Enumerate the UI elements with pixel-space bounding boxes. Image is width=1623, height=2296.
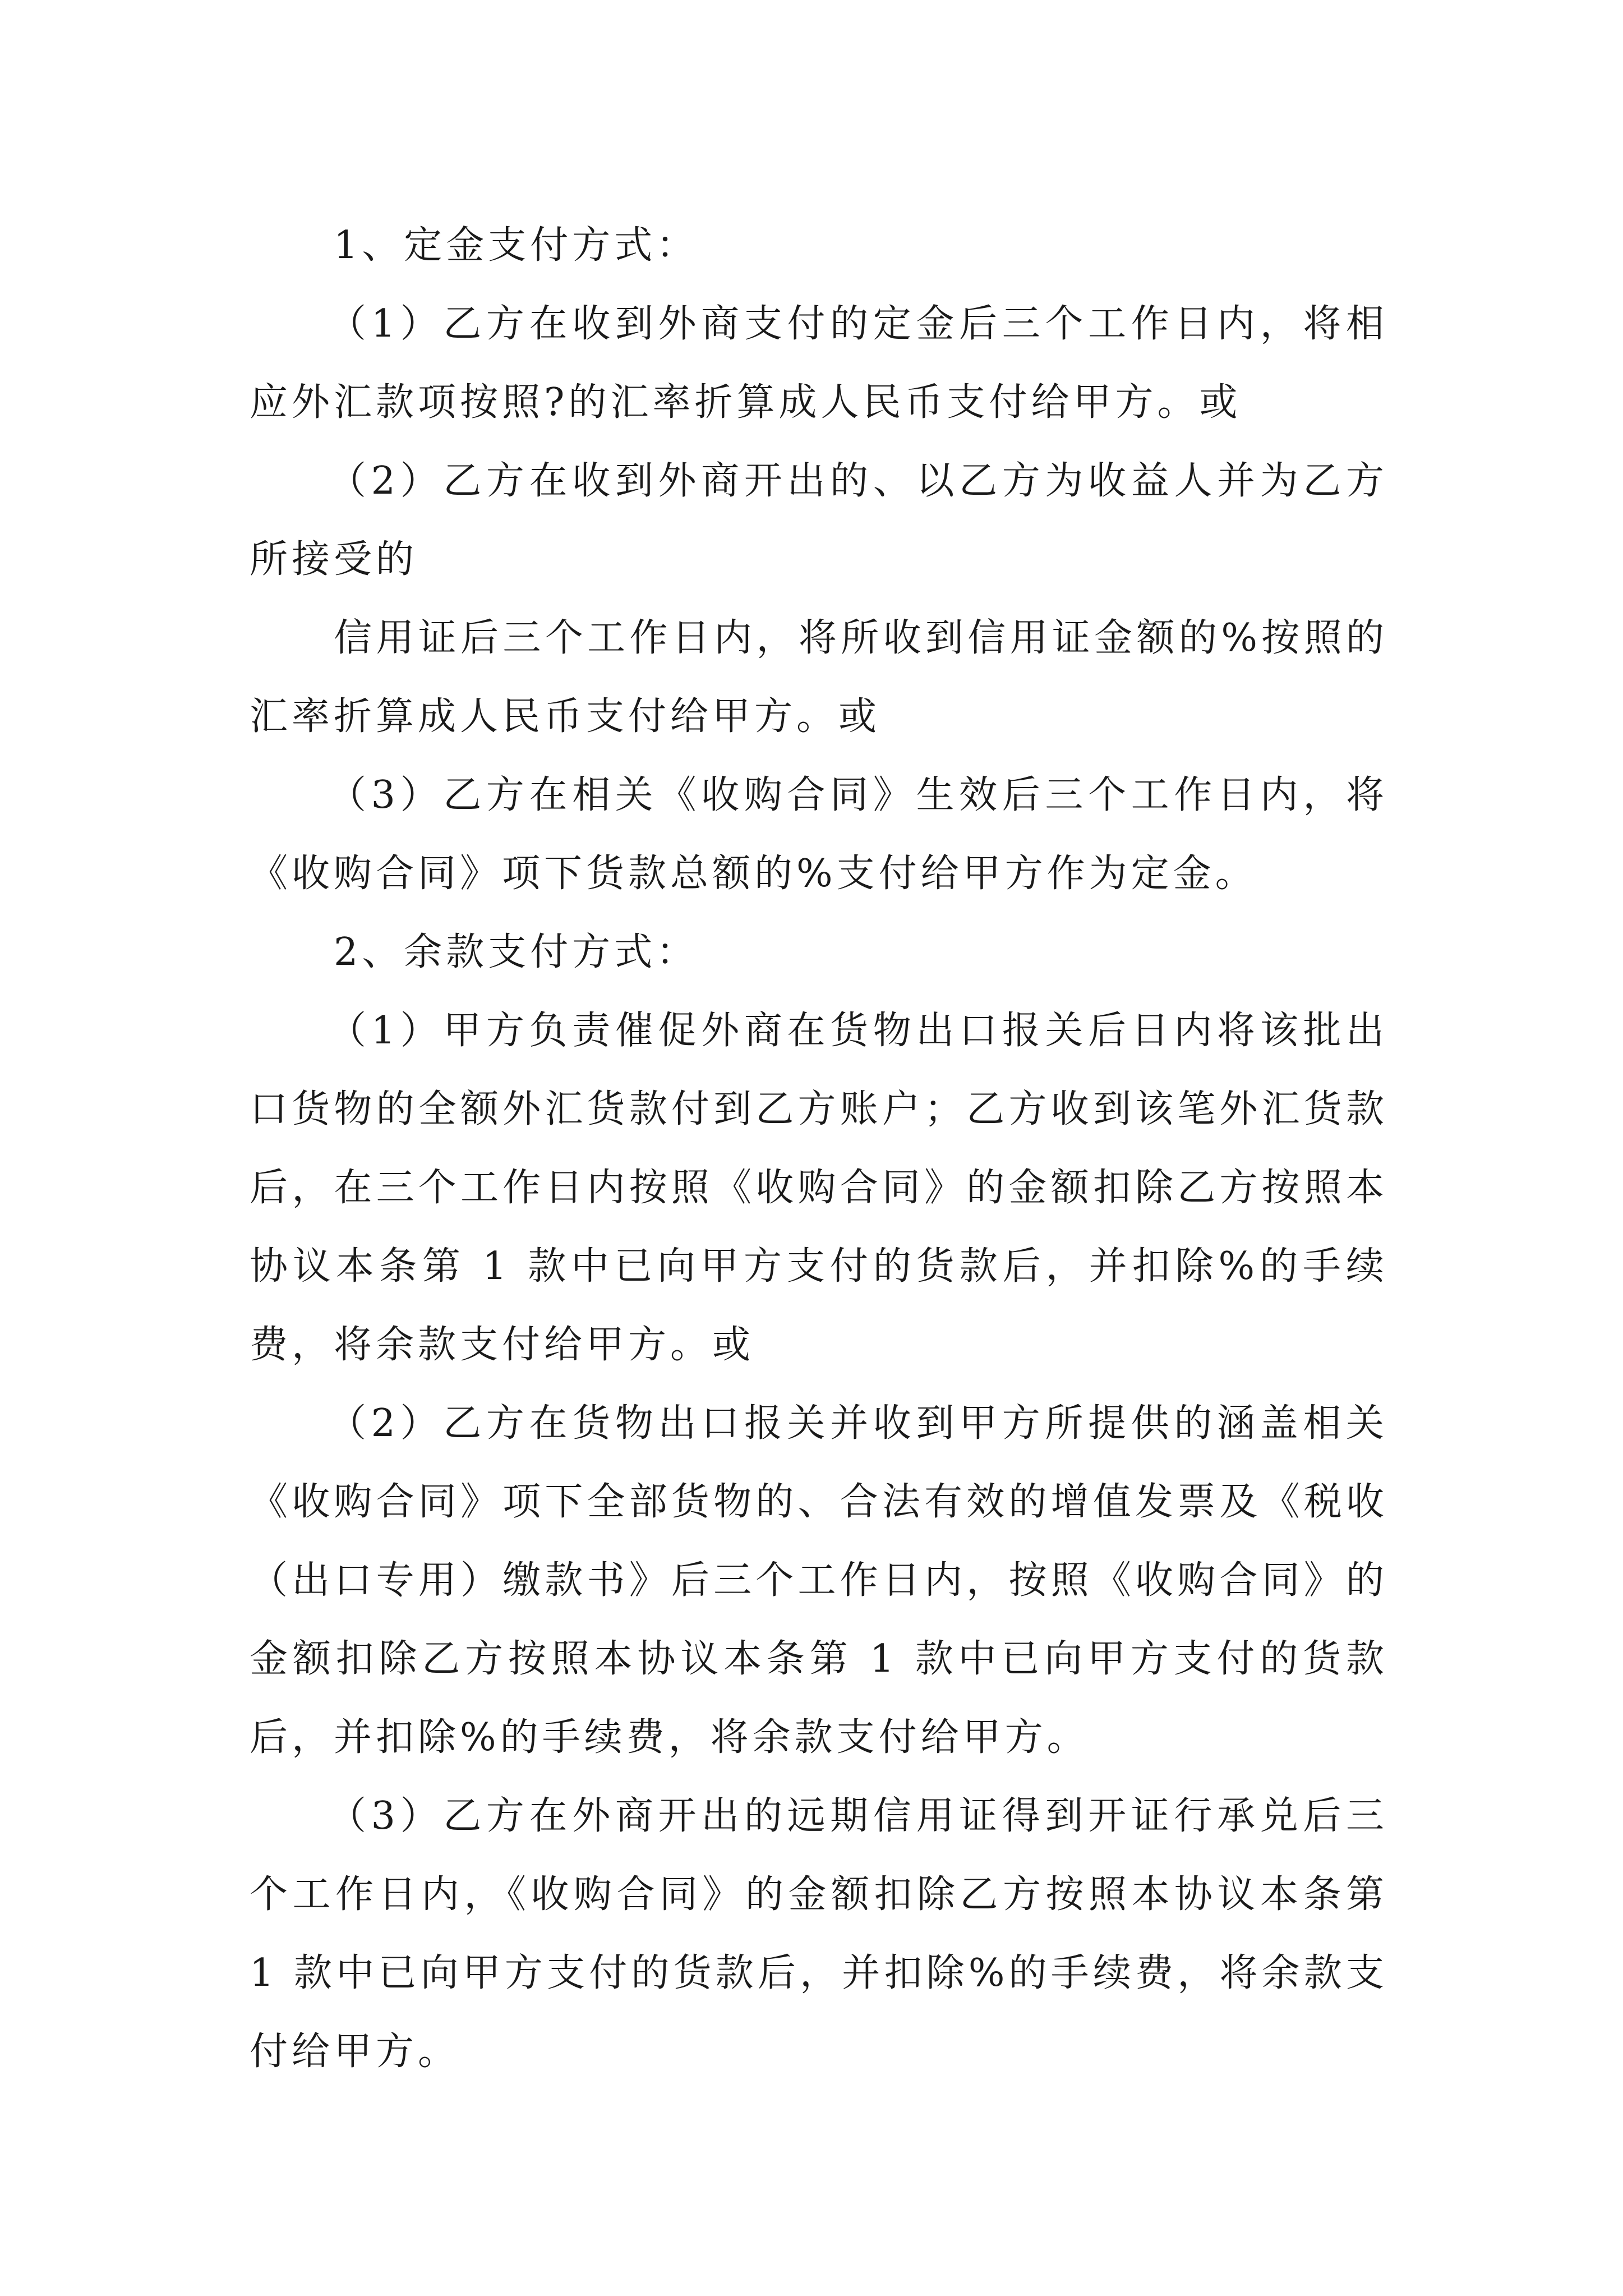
- document-page: [250, 206, 1388, 2091]
- paragraph-balance-3: （3）乙方在外商开出的远期信用证得到开证行承兑后三个工作日内，《收购合同》的金额扣除乙方按照本协议本条第 1 款中已向甲方支付的货款后，并扣除%的手续费，将余款支付给甲方。: [250, 1794, 1388, 2074]
- section-heading-balance: 2、余款支付方式：: [334, 930, 699, 974]
- paragraph-deposit-2: （2）乙方在收到外商开出的、以乙方为收益人并为乙方所接受的: [250, 459, 1388, 582]
- section-heading-deposit: 1、定金支付方式：: [334, 223, 699, 268]
- paragraph-balance-2: （2）乙方在货物出口报关并收到甲方所提供的涵盖相关《收购合同》项下全部货物的、合法有效的增值发票及《税收（出口专用）缴款书》后三个工作日内，按照《收购合同》的金额扣除乙方按照本协议本条第 1 款中已向甲方支付的货款后，并扣除%的手续费，将余款支付给甲方。: [250, 1401, 1388, 1760]
- paragraph-deposit-3: （3）乙方在相关《收购合同》生效后三个工作日内，将《收购合同》项下货款总额的%支付给甲方作为定金。: [250, 773, 1388, 896]
- paragraph-deposit-2-continued: 信用证后三个工作日内，将所收到信用证金额的%按照的汇率折算成人民币支付给甲方。或: [250, 616, 1388, 739]
- paragraph-deposit-1: （1）乙方在收到外商支付的定金后三个工作日内，将相应外汇款项按照?的汇率折算成人民币支付给甲方。或: [250, 302, 1388, 425]
- paragraph-balance-1: （1）甲方负责催促外商在货物出口报关后日内将该批出口货物的全额外汇货款付到乙方账户；乙方收到该笔外汇货款后，在三个工作日内按照《收购合同》的金额扣除乙方按照本协议本条第 1 款中已向甲方支付的货款后，并扣除%的手续费，将余款支付给甲方。或: [250, 1009, 1388, 1367]
